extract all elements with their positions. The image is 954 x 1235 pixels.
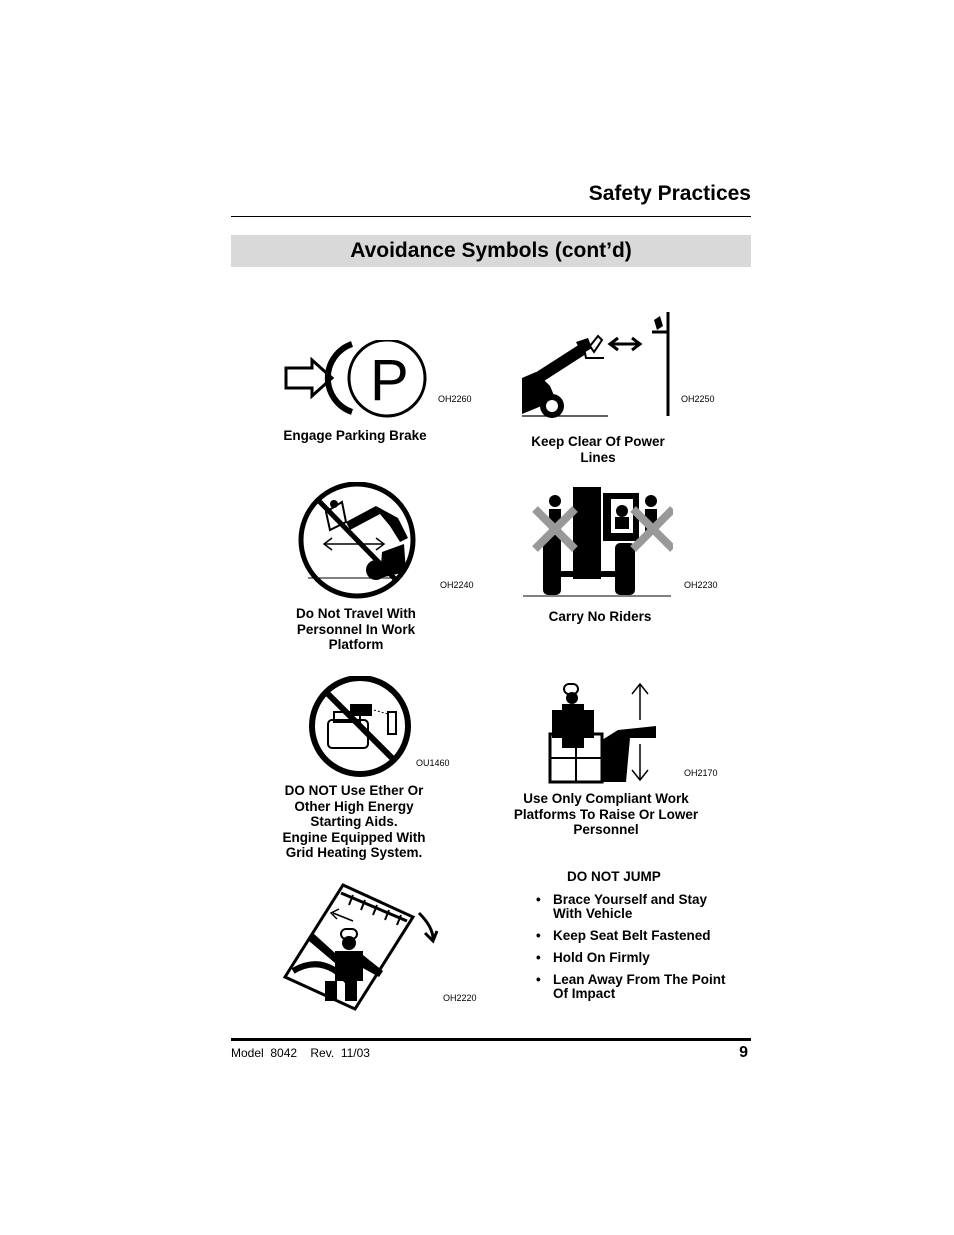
no-riders-icon xyxy=(523,485,673,597)
banner-title: Avoidance Symbols (cont’d) xyxy=(231,235,751,267)
symbol-caption: Keep Clear Of Power Lines xyxy=(531,434,665,465)
bullet: • xyxy=(536,892,541,907)
no-travel-personnel-icon xyxy=(296,482,420,602)
symbol-caption: Engage Parking Brake xyxy=(283,428,427,443)
footer-rule xyxy=(231,1038,751,1041)
symbol-code: OH2250 xyxy=(681,394,715,404)
list-item-text: Hold On Firmly xyxy=(553,950,650,965)
svg-text:P: P xyxy=(370,348,409,413)
jump-title: DO NOT JUMP xyxy=(567,869,661,884)
footer-model: Model 8042 Rev. 11/03 xyxy=(231,1046,370,1060)
bullet: • xyxy=(536,950,541,965)
section-title: Safety Practices xyxy=(588,182,751,205)
list-item-text: Lean Away From The Point Of Impact xyxy=(553,972,726,1001)
symbol-code: OH2170 xyxy=(684,768,718,778)
no-ether-icon xyxy=(308,676,414,778)
symbol-caption: Carry No Riders xyxy=(548,609,652,624)
symbol-code: OH2220 xyxy=(443,993,477,1003)
list-item xyxy=(536,893,756,921)
header-rule xyxy=(231,216,751,217)
list-item-text: Brace Yourself and Stay With Vehicle xyxy=(553,892,708,921)
jump-list xyxy=(536,893,756,1009)
power-lines-icon xyxy=(520,308,680,420)
page-number: 9 xyxy=(739,1044,748,1061)
list-item-text: Keep Seat Belt Fastened xyxy=(553,928,711,943)
bullet: • xyxy=(536,928,541,943)
list-item xyxy=(536,951,756,965)
list-item xyxy=(536,929,756,943)
list-item xyxy=(536,973,756,1001)
symbol-code: OH2260 xyxy=(438,394,472,404)
bullet: • xyxy=(536,972,541,987)
symbol-caption: DO NOT Use Ether Or Other High Energy Starting Aids. Engine Equipped With Grid Heating System. xyxy=(282,783,426,860)
do-not-jump-icon xyxy=(283,883,443,1011)
parking-brake-icon xyxy=(282,340,432,420)
work-platform-icon xyxy=(546,680,662,786)
symbol-code: OH2230 xyxy=(684,580,718,590)
symbol-caption: Use Only Compliant Work Platforms To Raise Or Lower Personnel xyxy=(513,791,699,837)
symbol-code: OH2240 xyxy=(440,580,474,590)
symbol-caption: Do Not Travel With Personnel In Work Platform xyxy=(296,606,416,652)
symbol-code: OU1460 xyxy=(416,758,450,768)
